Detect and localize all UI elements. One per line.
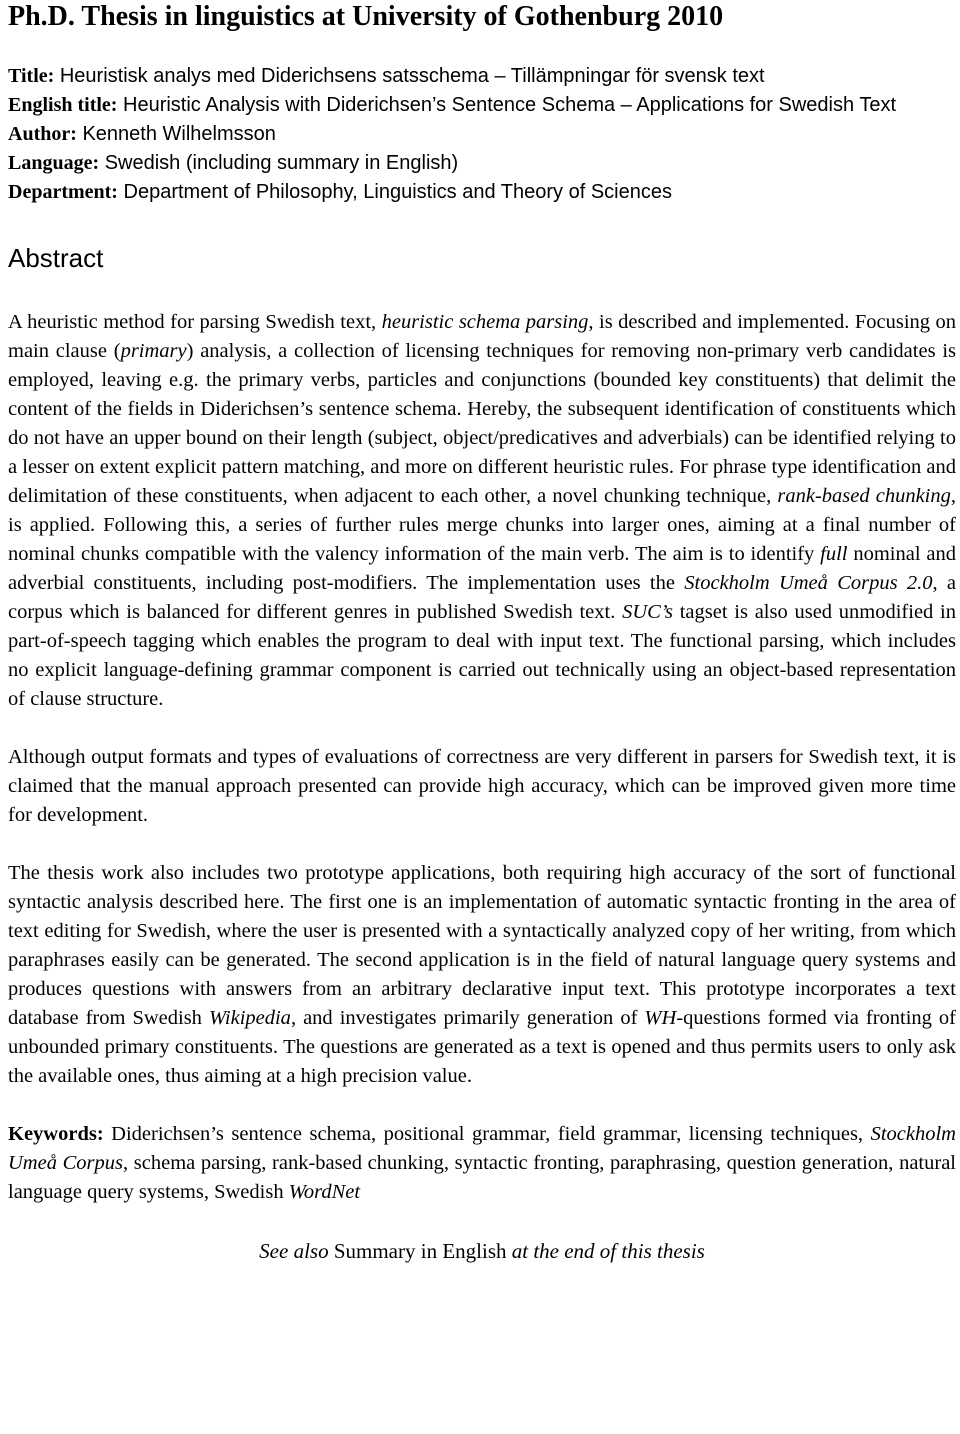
text-span: Diderichsen’s sentence schema, positional grammar, field grammar, licensing techniques, xyxy=(103,1123,871,1145)
language-row xyxy=(8,149,956,178)
italic-term: Stockholm Umeå Corpus xyxy=(8,1123,956,1174)
abstract-paragraph-1 xyxy=(8,308,956,714)
page-heading: Ph.D. Thesis in linguistics at University of Gothenburg 2010 xyxy=(8,1,724,32)
italic-term: Stockholm Umeå Corpus 2.0 xyxy=(684,572,933,594)
language-value: Swedish (including summary in English) xyxy=(104,152,459,174)
english-title-label: English title: xyxy=(8,94,118,116)
text-span: nominal and adverbial constituents, including post-modifiers. The implementation uses the xyxy=(8,543,956,594)
italic-term: rank-based chunking xyxy=(777,485,951,507)
text-span: A heuristic method for parsing Swedish text, xyxy=(8,311,382,333)
italic-term: Wikipedia xyxy=(208,1007,291,1029)
language-label: Language: xyxy=(8,152,100,174)
text-span: -questions formed via fronting of unbounded primary constituents. The questions are generated as a text is opened and thus permits users to only ask the available ones, thus aiming at a high precision value. xyxy=(8,1007,957,1087)
author-row xyxy=(8,120,956,149)
see-also-summary: Summary in English xyxy=(328,1239,512,1263)
department-label: Department: xyxy=(8,181,118,203)
title-value: Heuristisk analys med Diderichsens satsschema – Tillämpningar för svensk text xyxy=(59,65,765,87)
abstract-paragraph-2: Although output formats and types of evaluations of correctness are very different in parsers for Swedish text, it is claimed that the manual approach presented can provide high accuracy, which can be improved given more time for development. xyxy=(8,746,956,826)
title-label: Title: xyxy=(8,65,55,87)
author-label: Author: xyxy=(8,123,77,145)
text-span: ) analysis, a collection of licensing techniques for removing non-primary verb candidates is employed, leaving e.g. the primary verbs, particles and conjunctions (bounded key constituents) that delimit the content of the fields in Diderichsen’s sentence schema. Hereby, the subsequent identification of constituents which do not have an upper bound on their length (subject, object/predicatives and adverbials) can be identified relying to a lesser on extent explicit pattern matching, and more on different heuristic rules. For phrase type identification and delimitation of these constituents, when adjacent to each other, a novel chunking technique, xyxy=(8,340,956,507)
text-span: , and investigates primarily generation of xyxy=(290,1007,645,1029)
see-also-italic: See also xyxy=(259,1239,329,1263)
thesis-metadata xyxy=(8,62,956,207)
italic-term: full xyxy=(820,543,848,565)
english-title-row xyxy=(8,91,956,120)
text-span: , a corpus which is balanced for different genres in published Swedish text. xyxy=(8,572,956,623)
text-span: The thesis work also includes two prototype applications, both requiring high accuracy of the sort of functional syntactic analysis described here. The first one is an implementation of automatic syntactic fronting in the area of text editing for Swedish, where the user is presented with a syntactically analyzed copy of her writing, from which paraphrases easily can be generated. The second application is in the field of natural language query systems and produces questions with answers from an arbitrary declarative input text. This prototype incorporates a text database from Swedish xyxy=(8,862,956,1029)
see-also-location: at the end of this thesis xyxy=(511,1239,705,1263)
italic-term: WH xyxy=(644,1007,677,1029)
department-row xyxy=(8,178,956,207)
see-also-note xyxy=(8,1237,956,1266)
text-span: , is described and implemented. Focusing on main clause ( xyxy=(8,311,956,362)
text-span: , is applied. Following this, a series of further rules merge chunks into larger ones, aiming at a final number of nominal chunks compatible with the valency information of the main verb. The aim is to identify xyxy=(8,485,957,565)
author-value: Kenneth Wilhelmsson xyxy=(82,123,276,145)
document-page xyxy=(8,0,956,1287)
department-value: Department of Philosophy, Linguistics and Theory of Sciences xyxy=(123,181,672,203)
text-span: , schema parsing, rank-based chunking, syntactic fronting, paraphrasing, question generation, natural language query systems, Swedish xyxy=(8,1152,957,1203)
italic-term: heuristic schema parsing xyxy=(381,311,589,333)
italic-term: SUC’s xyxy=(622,601,673,623)
text-span: tagset is also used unmodified in part-of-speech tagging which enables the program to deal with input text. The functional parsing, which includes no explicit language-defining grammar component is carried out technically using an object-based representation of clause structure. xyxy=(8,601,956,710)
italic-term: WordNet xyxy=(288,1181,361,1203)
keywords-paragraph xyxy=(8,1120,956,1207)
english-title-value: Heuristic Analysis with Diderichsen’s Sentence Schema – Applications for Swedish Text xyxy=(123,94,896,116)
abstract-paragraph-3 xyxy=(8,859,956,1091)
keywords-label: Keywords: xyxy=(8,1123,104,1145)
abstract-heading: Abstract xyxy=(8,243,104,273)
italic-term: primary xyxy=(120,340,187,362)
title-row xyxy=(8,62,956,91)
